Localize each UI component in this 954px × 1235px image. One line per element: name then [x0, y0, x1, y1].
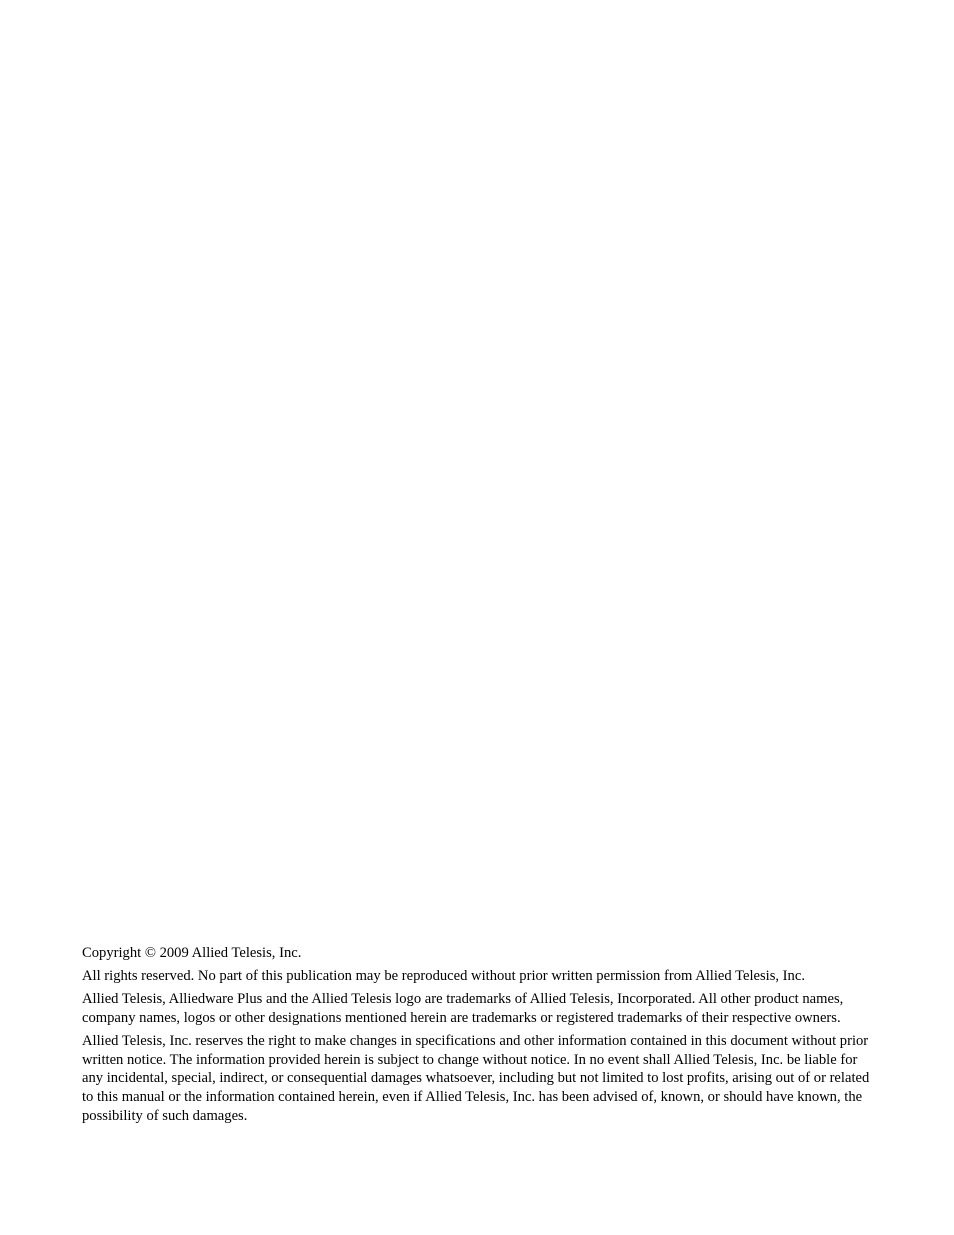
trademarks-paragraph: Allied Telesis, Alliedware Plus and the Allied Telesis logo are trademarks of Allied Telesis, Incorporated. All other product names, company names, logos or other designations mentioned herein are trademarks or registered trademarks of their respective owners.: [82, 991, 844, 1026]
legal-notice: [82, 944, 872, 1130]
copyright-line: Copyright © 2009 Allied Telesis, Inc.: [82, 945, 302, 961]
rights-reserved-paragraph: All rights reserved. No part of this publication may be reproduced without prior written permission from Allied Telesis, Inc.: [82, 968, 805, 985]
disclaimer-paragraph: Allied Telesis, Inc. reserves the right to make changes in specifications and other information contained in this document without prior written notice. The information provided herein is subject to change without notice. In no event shall Allied Telesis, Inc. be liable for any incidental, special, indirect, or consequential damages whatsoever, including but not limited to lost profits, arising out of or related to this manual or the information contained herein, even if Allied Telesis, Inc. has been advised of, known, or should have known, the possibility of such damages.: [82, 1033, 870, 1124]
